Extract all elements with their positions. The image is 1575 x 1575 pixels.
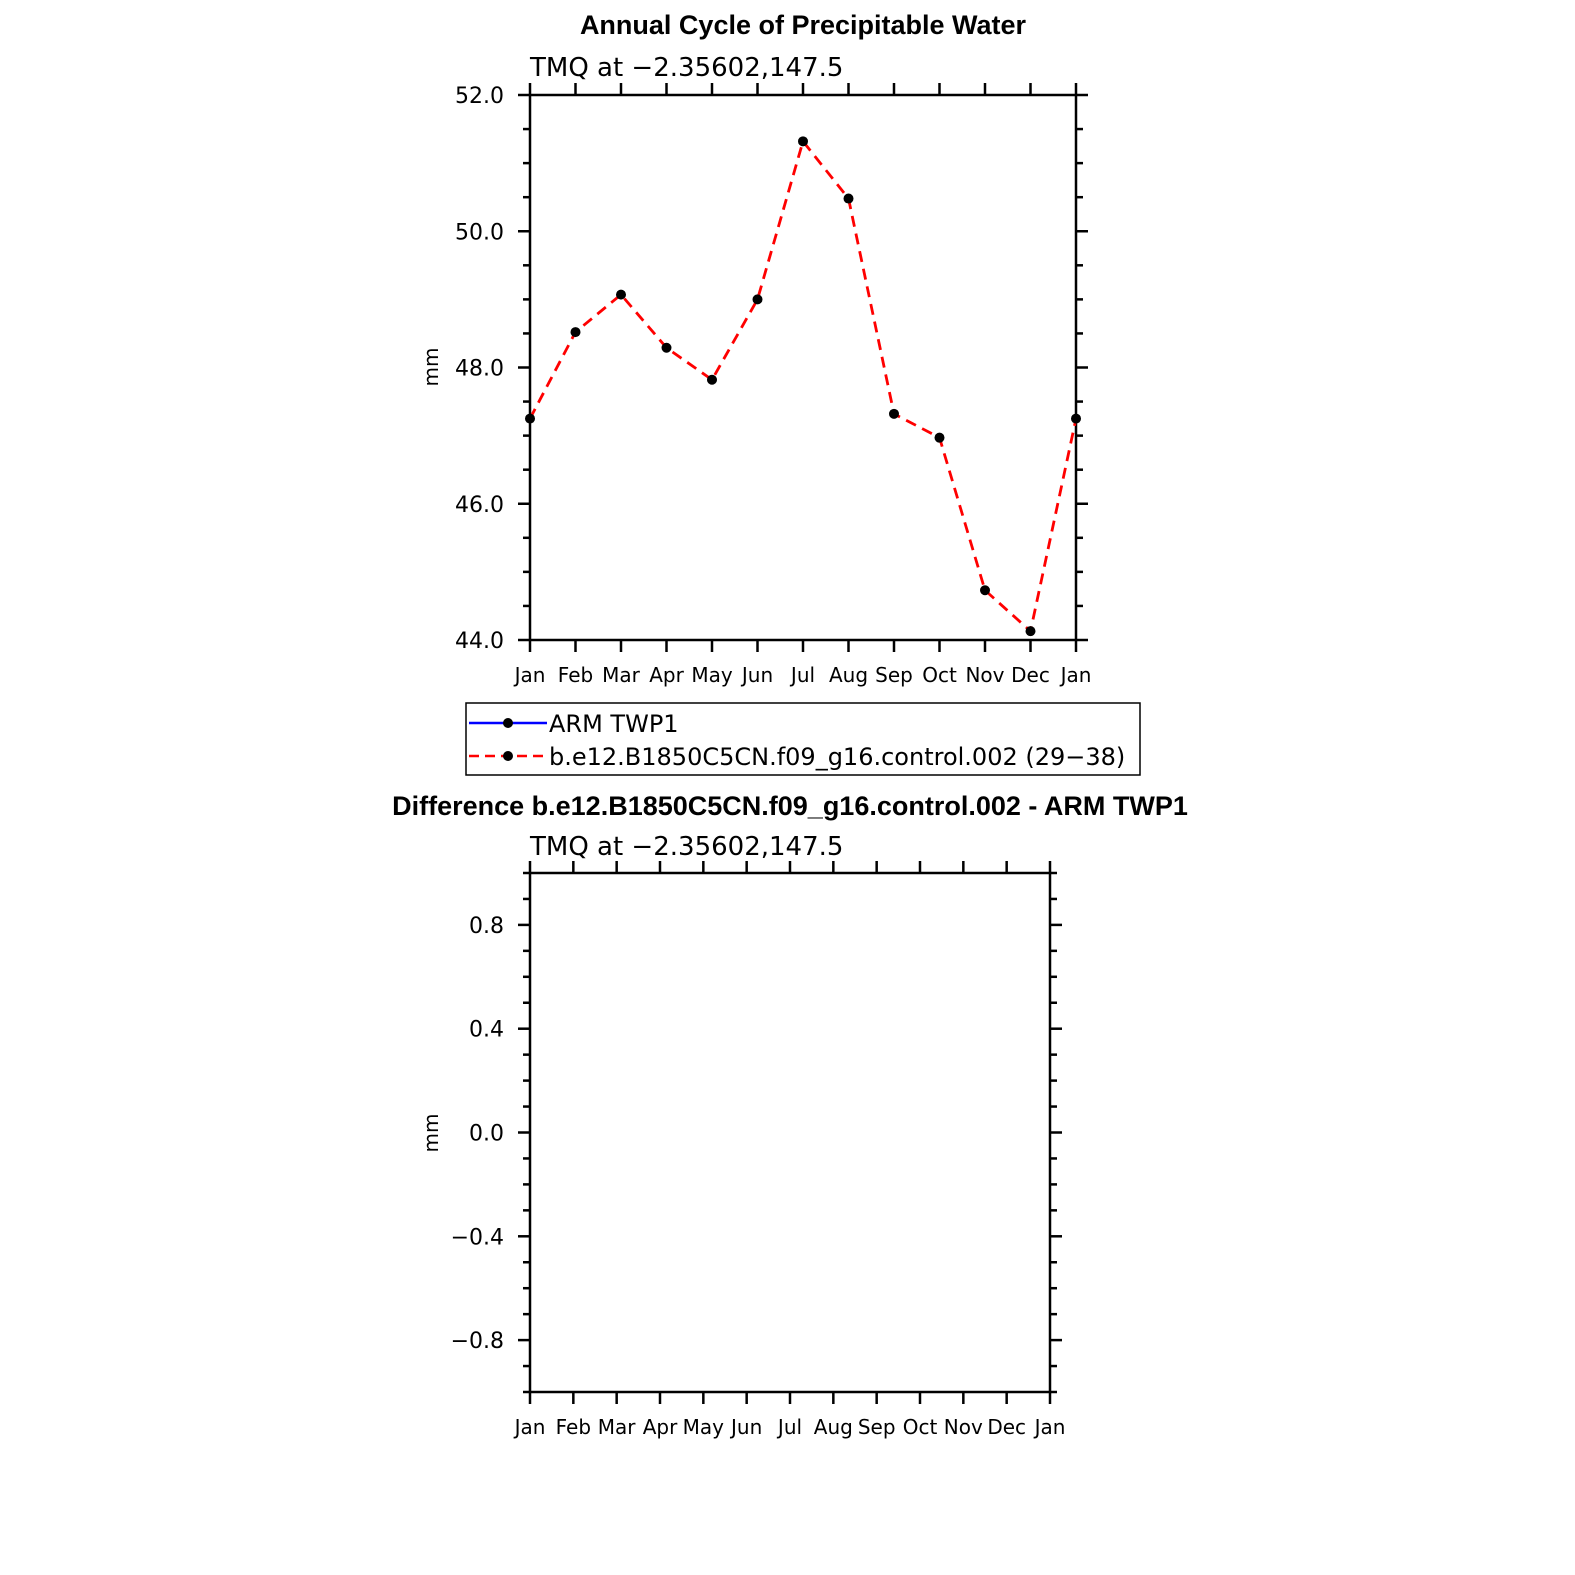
difference-subtitle: TMQ at −2.35602,147.5 [530,832,844,862]
difference-x-tick-label: Apr [642,1415,678,1439]
y-tick-label: 46.0 [455,492,504,518]
y-tick-labels [455,84,504,654]
difference-y-tick-label: 0.4 [469,1017,504,1043]
legend-marker-arm-twp1 [503,718,513,728]
data-point [1026,626,1036,636]
series-line [530,141,1076,631]
legend-label-model: b.e12.B1850C5CN.f09_g16.control.002 (29−38) [549,743,1126,771]
y-tick-label: 52.0 [455,84,504,109]
difference-y-tick-label: −0.4 [450,1225,504,1251]
data-point [662,343,672,353]
data-point [753,294,763,304]
data-point [1071,414,1081,424]
difference-x-tick-label: May [682,1415,725,1439]
legend-marker-model [503,751,513,761]
difference-y-tick-labels [451,914,504,1354]
difference-x-tick-label: Mar [597,1415,636,1439]
x-tick-label: Aug [828,663,869,687]
data-point [935,433,945,443]
difference-tick-marks [518,861,1062,1404]
difference-x-tick-label: Nov [943,1415,983,1439]
x-tick-label: Jun [741,663,774,687]
data-point [844,194,854,204]
x-tick-label: May [691,663,733,687]
y-tick-label: 44.0 [455,629,504,654]
difference-x-tick-label: Dec [987,1415,1027,1439]
data-point [525,414,535,424]
difference-title: Difference b.e12.B1850C5CN.f09_g16.control.002 - ARM TWP1 [392,791,1188,821]
difference-plot-frame [530,873,1050,1392]
difference-y-tick-label: 0.8 [469,913,504,939]
data-point [571,327,581,337]
data-point [980,585,990,595]
difference-x-tick-label: Jul [777,1415,803,1439]
x-tick-label: Sep [875,663,913,687]
difference-y-axis-label: mm [419,1113,443,1153]
difference-x-tick-label: Jan [1034,1415,1066,1439]
difference-x-tick-labels [513,1415,1066,1439]
data-point [889,409,899,419]
legend-label-arm-twp1: ARM TWP1 [549,710,679,738]
data-point [798,136,808,146]
data-point [616,290,626,300]
x-tick-label: Mar [602,663,640,687]
legend [466,703,1140,775]
plot-frame [530,95,1076,640]
y-tick-label: 48.0 [455,356,504,382]
precipitable-water-chart [419,10,1091,687]
difference-y-tick-label: −0.8 [450,1329,504,1355]
y-tick-label: 50.0 [455,220,504,246]
difference-x-tick-label: Jun [731,1415,763,1439]
chart-subtitle: TMQ at −2.35602,147.5 [530,53,844,83]
difference-x-tick-label: Feb [555,1415,592,1439]
x-tick-label: Dec [1011,663,1050,687]
difference-chart [392,791,1188,1439]
series-layer [525,136,1081,636]
difference-x-tick-label: Oct [902,1415,938,1439]
x-tick-label: Feb [557,663,594,687]
tick-marks [518,83,1088,652]
x-tick-label: Jul [790,663,816,687]
difference-y-tick-label: 0.0 [469,1121,504,1147]
difference-x-tick-label: Sep [857,1415,896,1439]
x-tick-label: Jan [1060,663,1092,687]
x-tick-label: Jan [514,663,546,687]
data-point [707,375,717,385]
y-axis-label: mm [419,347,443,387]
x-tick-labels [513,663,1092,687]
x-tick-label: Nov [965,663,1005,687]
x-tick-label: Oct [922,663,957,687]
x-tick-label: Apr [649,663,684,687]
difference-x-tick-label: Jan [514,1415,546,1439]
difference-x-tick-label: Aug [813,1415,853,1439]
chart-title: Annual Cycle of Precipitable Water [579,10,1027,40]
